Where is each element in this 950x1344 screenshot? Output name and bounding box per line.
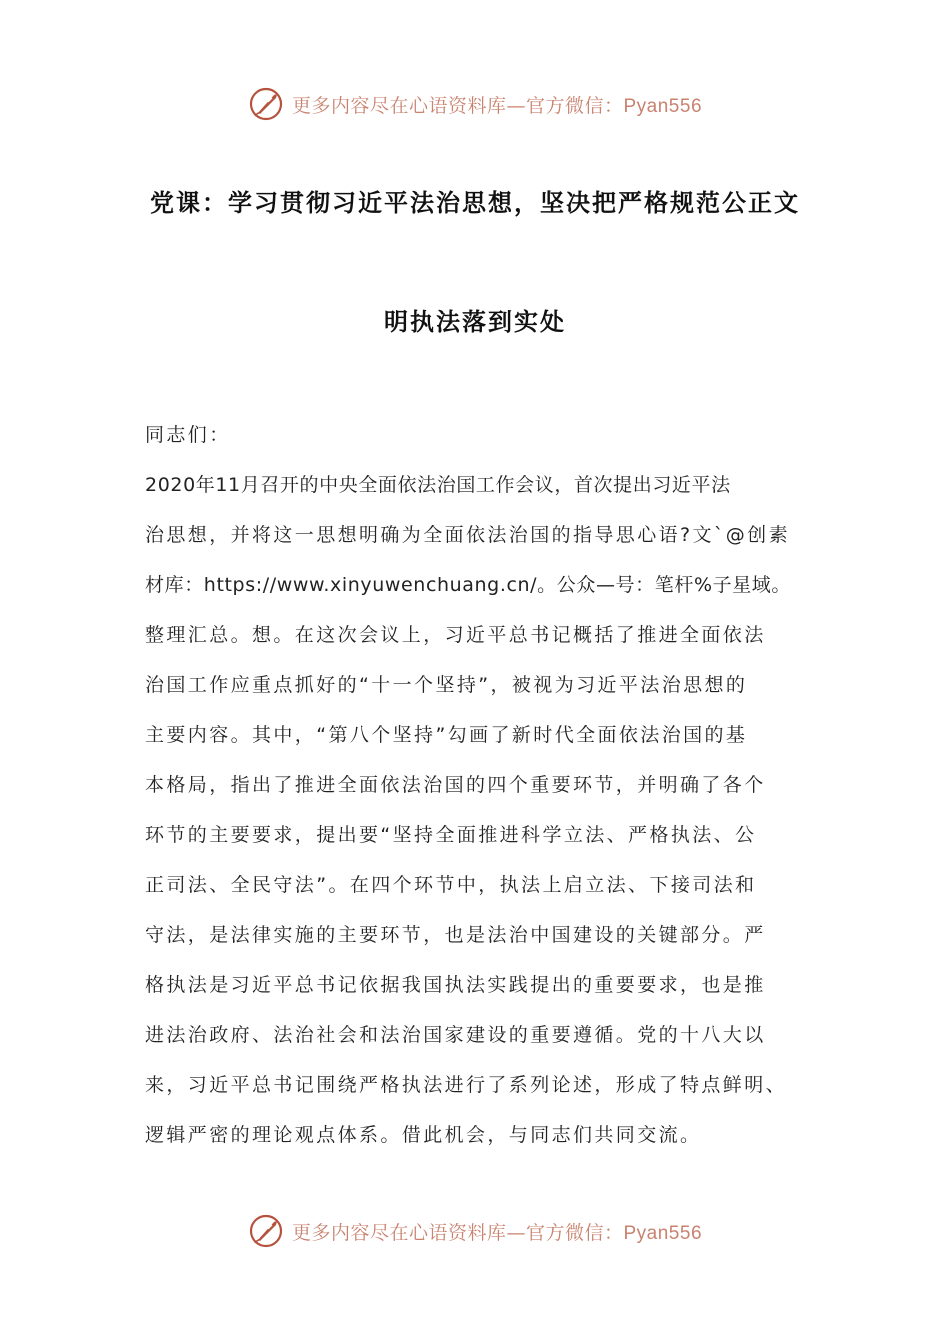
paragraph-line: 正司法、全民守法”。在四个环节中，执法上启立法、下接司法和 xyxy=(145,874,757,896)
salutation: 同志们： xyxy=(145,424,231,446)
watermark-text xyxy=(292,1218,702,1245)
watermark-separator: — xyxy=(506,1221,526,1244)
document-title-line-2: 明执法落到实处 xyxy=(384,308,566,336)
paragraph-line: 治国工作应重点抓好的“十一个坚持”，被视为习近平法治思想的 xyxy=(145,674,748,696)
watermark-site-name: 更多内容尽在心语资料库 xyxy=(291,1221,507,1244)
watermark-wechat-id: 官方微信：Pyan556 xyxy=(526,1222,703,1244)
paragraph-line: 本格局，指出了推进全面依法治国的四个重要环节，并明确了各个 xyxy=(145,774,766,796)
paragraph-line: 守法，是法律实施的主要环节，也是法治中国建设的关键部分。严 xyxy=(145,924,766,946)
quill-pen-logo-icon xyxy=(248,1213,284,1249)
paragraph-line: 主要内容。其中，“第八个坚持”勾画了新时代全面依法治国的基 xyxy=(145,724,748,746)
paragraph-line: 逻辑严密的理论观点体系。借此机会，与同志们共同交流。 xyxy=(145,1124,702,1146)
watermark-site-name: 更多内容尽在心语资料库 xyxy=(291,94,507,117)
paragraph-line: 治思想，并将这一思想明确为全面依法治国的指导思心语?文`@创素 xyxy=(145,524,790,546)
document-body xyxy=(145,418,810,1168)
paragraph-line: 材库：https://www.xinyuwenchuang.cn/。公众—号：笔杆%子星域。 xyxy=(145,574,792,596)
paragraph-line: 环节的主要要求，提出要“坚持全面推进科学立法、严格执法、公 xyxy=(145,824,757,846)
watermark-wechat-id: 官方微信：Pyan556 xyxy=(526,95,703,117)
watermark-separator: — xyxy=(506,94,526,117)
paragraph-line: 来，习近平总书记围绕严格执法进行了系列论述，形成了特点鲜明、 xyxy=(145,1074,788,1096)
paragraph-line: 2020年11月召开的中央全面依法治国工作会议，首次提出习近平法 xyxy=(145,474,731,496)
paragraph-line: 进法治政府、法治社会和法治国家建设的重要遵循。党的十八大以 xyxy=(145,1024,766,1046)
document-title-line-1: 党课：学习贯彻习近平法治思想，坚决把严格规范公正文 xyxy=(150,189,800,217)
footer-watermark xyxy=(0,1211,950,1251)
paragraph-line: 整理汇总。想。在这次会议上，习近平总书记概括了推进全面依法 xyxy=(145,624,766,646)
header-watermark xyxy=(0,84,950,124)
watermark-text xyxy=(292,91,702,118)
paragraph-line: 格执法是习近平总书记依据我国执法实践提出的重要要求，也是推 xyxy=(145,974,766,996)
quill-pen-logo-icon xyxy=(248,86,284,122)
